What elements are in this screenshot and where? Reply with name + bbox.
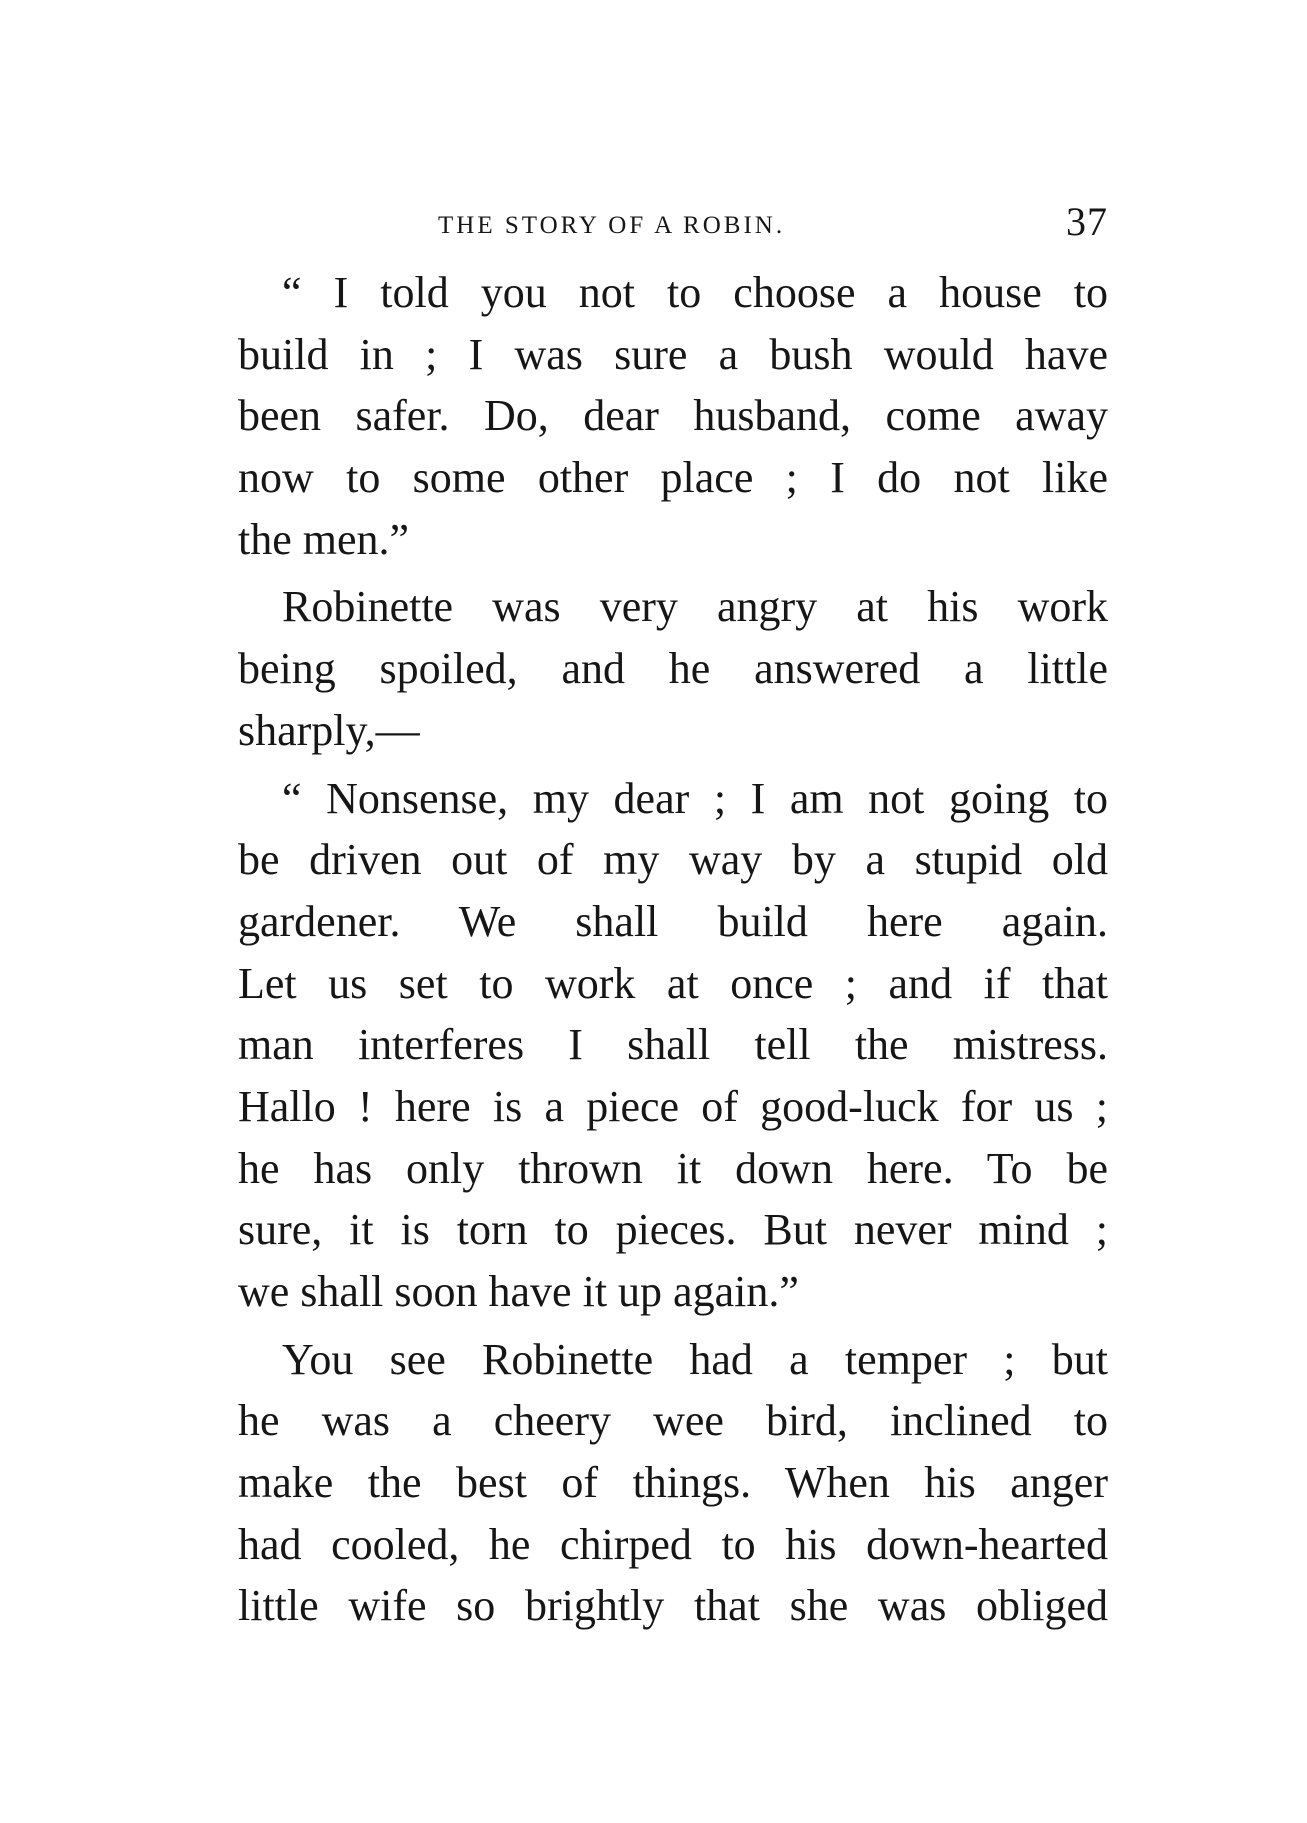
text-line: sure, it is torn to pieces. But never mind ; <box>238 1205 1108 1255</box>
text-line: man interferes I shall tell the mistress. <box>238 1020 1108 1070</box>
text-line: make the best of things. When his anger <box>238 1458 1108 1508</box>
text-line: he was a cheery wee bird, inclined to <box>238 1396 1108 1446</box>
text-line: gardener. We shall build here again. <box>238 896 1108 946</box>
body-text <box>238 262 1108 1637</box>
page-header <box>238 198 1108 248</box>
paragraph <box>238 1329 1108 1637</box>
text-line: we shall soon have it up again.” <box>238 1267 799 1316</box>
text-line: be driven out of my way by a stupid old <box>238 835 1108 885</box>
text-line: Hallo ! here is a piece of good-luck for us ; <box>238 1081 1108 1131</box>
text-line: You see Robinette had a temper ; but <box>282 1334 1108 1384</box>
text-line: Robinette was very angry at his work <box>282 582 1108 632</box>
text-line: Let us set to work at once ; and if that <box>238 958 1108 1008</box>
text-line: had cooled, he chirped to his down-hearted <box>238 1519 1108 1569</box>
text-line: sharply,— <box>238 705 420 755</box>
text-line: the men.” <box>238 514 410 564</box>
running-title: THE STORY OF A ROBIN. <box>438 212 786 239</box>
text-line: little wife so brightly that she was obliged <box>238 1581 1108 1631</box>
text-line: build in ; I was sure a bush would have <box>238 329 1108 379</box>
text-line: “ I told you not to choose a house to <box>282 268 1108 317</box>
paragraph <box>238 262 1108 570</box>
paragraph <box>238 576 1108 761</box>
text-line: now to some other place ; I do not like <box>238 453 1108 503</box>
text-line: been safer. Do, dear husband, come away <box>238 391 1108 441</box>
page-number: 37 <box>1066 199 1108 244</box>
text-line: “ Nonsense, my dear ; I am not going to <box>282 773 1108 823</box>
paragraph <box>238 768 1108 1323</box>
text-line: being spoiled, and he answered a little <box>238 644 1108 694</box>
text-line: he has only thrown it down here. To be <box>238 1143 1108 1193</box>
